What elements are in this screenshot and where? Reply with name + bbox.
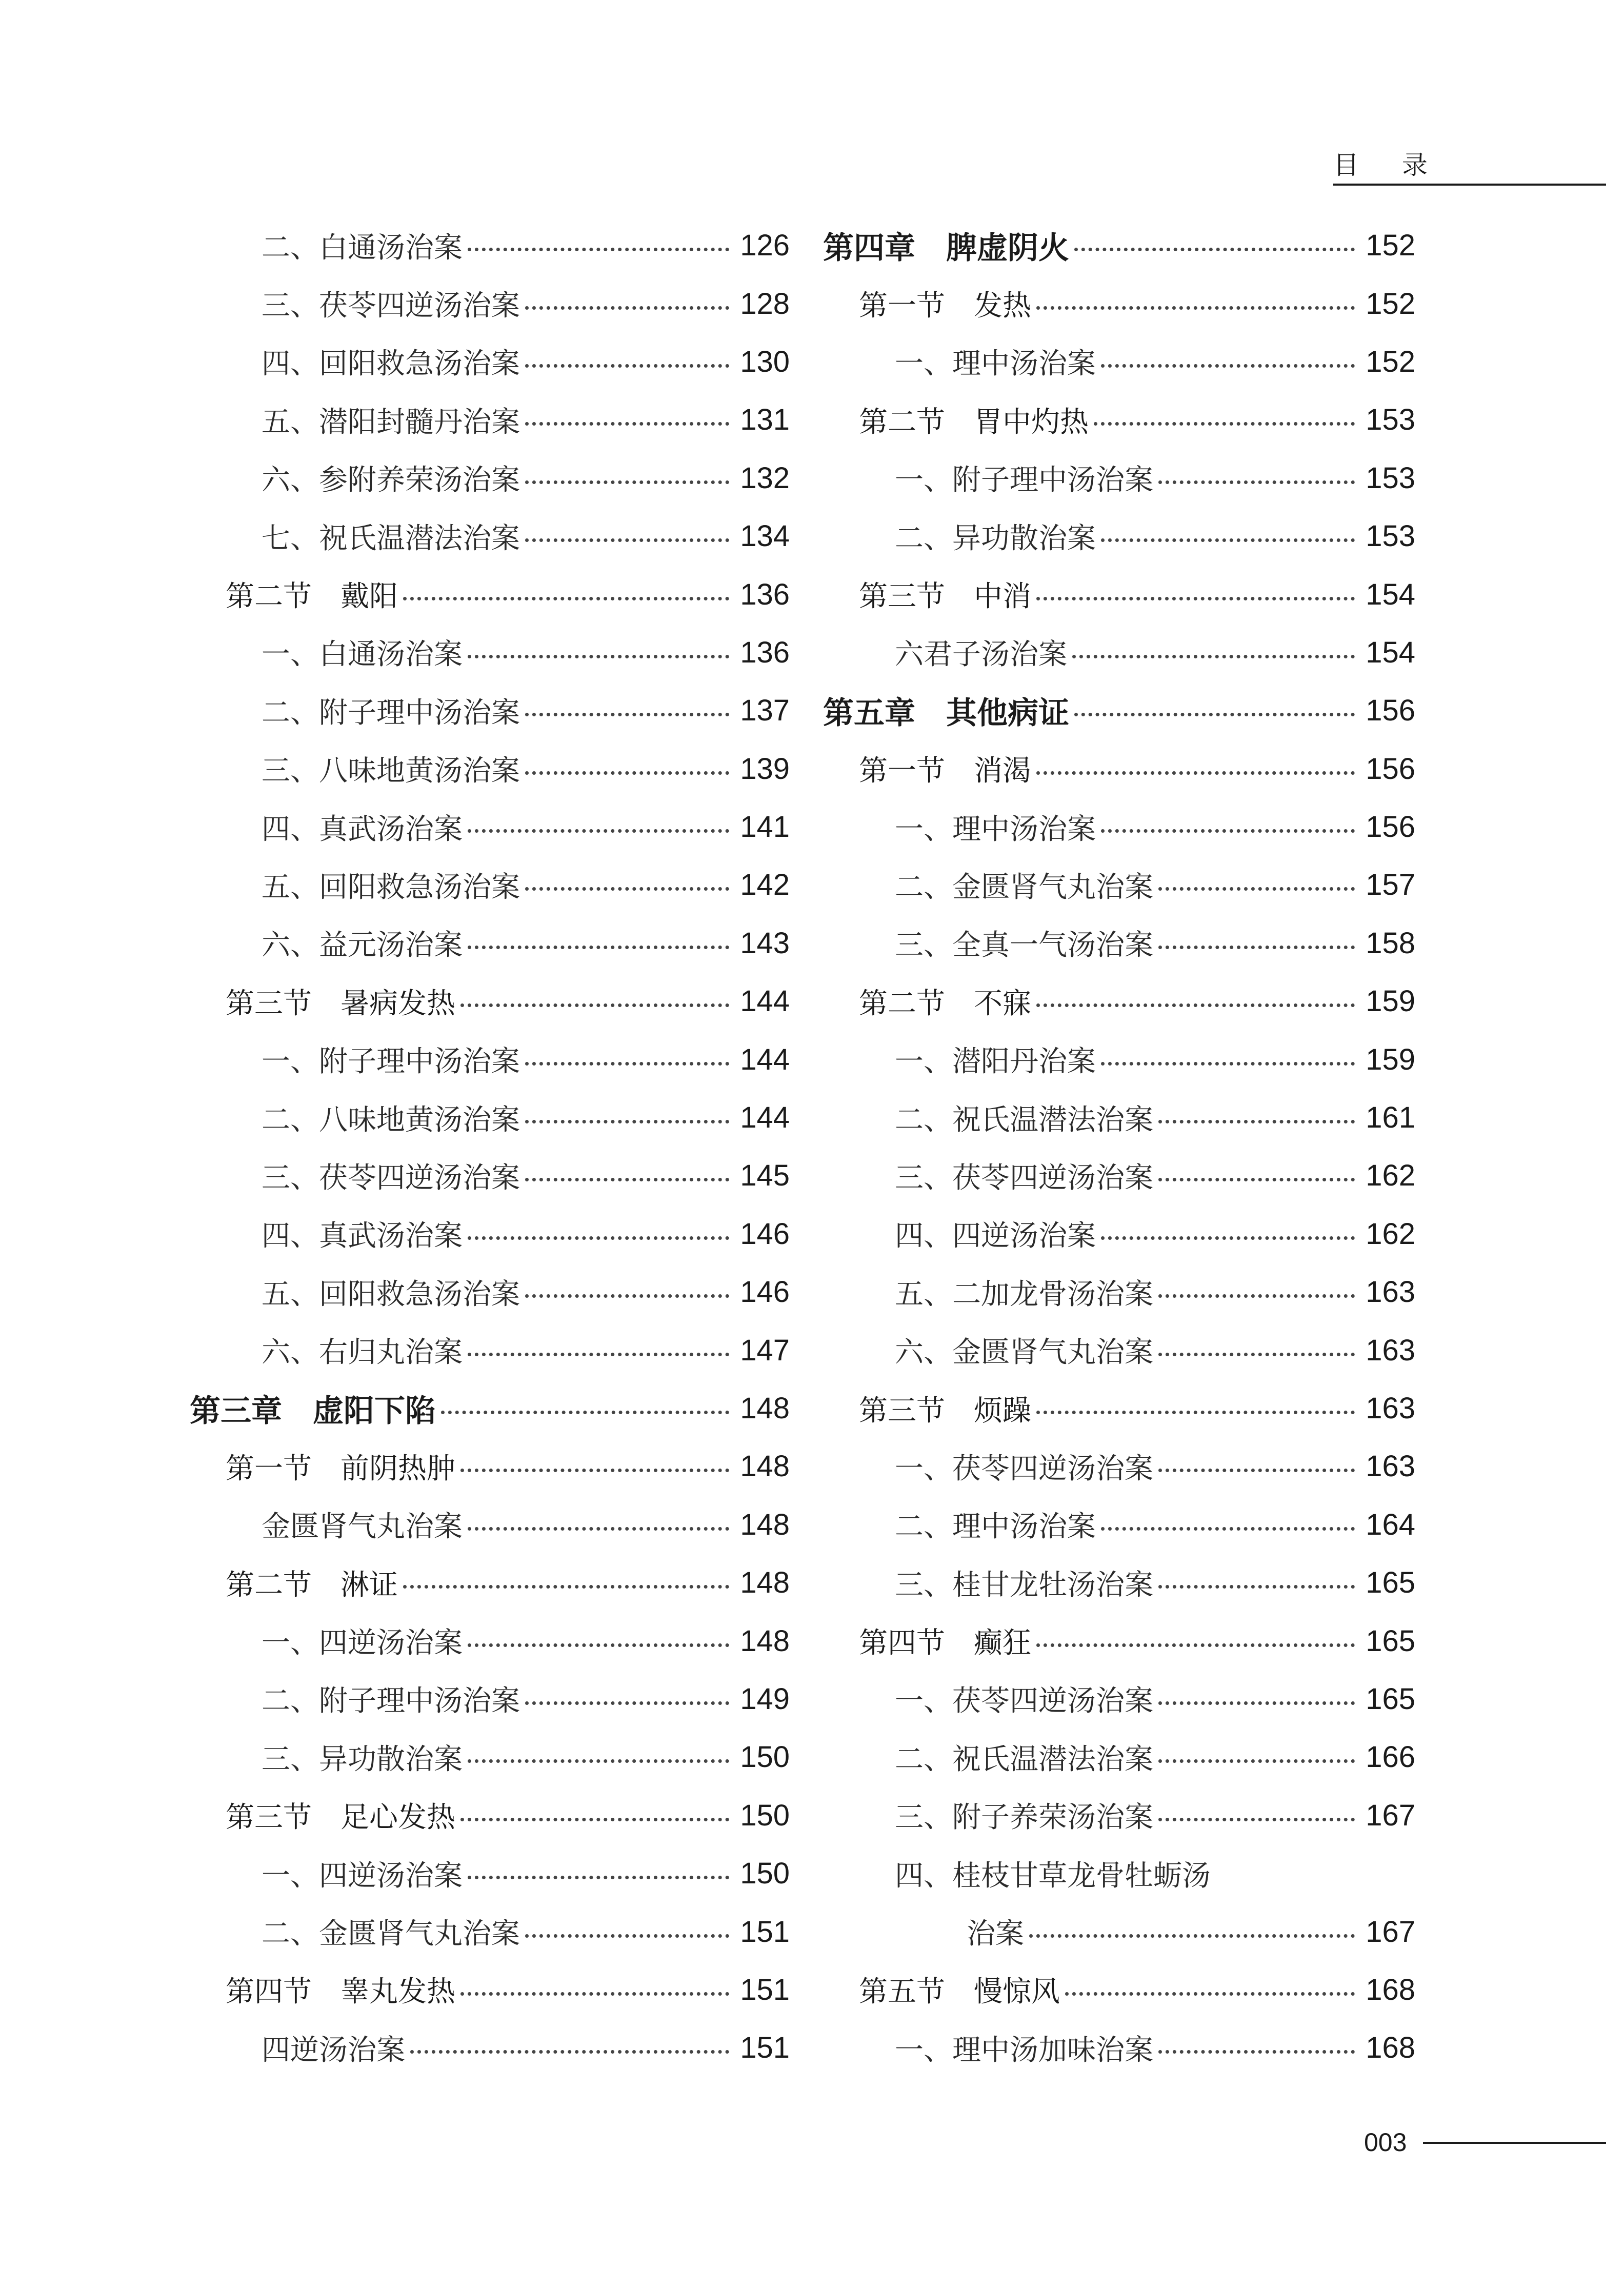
- toc-item-entry[interactable]: [190, 507, 790, 565]
- toc-page-number: 153: [1366, 461, 1415, 495]
- toc-item-title: 金匮肾气丸治案: [262, 1510, 463, 1544]
- toc-item-entry[interactable]: [190, 740, 790, 798]
- toc-section-title: 第二节 不寐: [859, 987, 1031, 1020]
- dot-leader: [525, 713, 729, 716]
- dot-leader: [1158, 480, 1355, 484]
- toc-item-entry[interactable]: [190, 1147, 790, 1204]
- toc-item-entry[interactable]: [190, 1612, 790, 1670]
- toc-item-title: 一、理中汤加味治案: [895, 2033, 1153, 2067]
- dot-leader: [468, 655, 729, 658]
- dot-leader: [1158, 1759, 1355, 1763]
- dot-leader: [1036, 1003, 1355, 1007]
- toc-page-number: 152: [1366, 287, 1415, 320]
- toc-page-number: 167: [1366, 1798, 1415, 1832]
- toc-page-number: 152: [1366, 345, 1415, 378]
- dot-leader: [1158, 887, 1355, 891]
- toc-item-title: 四、回阳救急汤治案: [262, 347, 520, 381]
- toc-page-number: 163: [1366, 1333, 1415, 1367]
- toc-section-entry[interactable]: [190, 565, 790, 623]
- toc-chapter-title: 第五章 其他病证: [823, 695, 1069, 731]
- toc-page-number: 146: [740, 1275, 790, 1309]
- dot-leader: [468, 248, 729, 251]
- toc-page-number: 149: [740, 1682, 790, 1716]
- toc-page-number: 148: [740, 1508, 790, 1541]
- toc-page-number: 168: [1366, 2031, 1415, 2065]
- toc-item-title: 三、桂甘龙牡汤治案: [895, 1568, 1153, 1602]
- dot-leader: [525, 1062, 729, 1066]
- toc-item-entry[interactable]: [823, 1205, 1415, 1263]
- toc-section-entry[interactable]: [823, 1961, 1415, 2019]
- dot-leader: [1101, 1062, 1355, 1066]
- toc-item-entry[interactable]: [823, 1030, 1415, 1088]
- dot-leader: [1094, 422, 1355, 426]
- toc-item-entry[interactable]: [823, 449, 1415, 507]
- toc-page-number: 136: [740, 635, 790, 669]
- toc-item-entry[interactable]: [823, 1496, 1415, 1554]
- toc-item-entry[interactable]: [823, 914, 1415, 972]
- toc-chapter-entry[interactable]: [823, 681, 1415, 739]
- dot-leader: [468, 1643, 729, 1647]
- toc-item-entry[interactable]: [190, 2019, 790, 2077]
- toc-page-number: 159: [1366, 1042, 1415, 1076]
- toc-item-title: 五、回阳救急汤治案: [262, 870, 520, 904]
- toc-section-entry[interactable]: [190, 1437, 790, 1495]
- toc-item-entry[interactable]: [823, 1670, 1415, 1728]
- toc-item-title: 二、异功散治案: [895, 521, 1096, 555]
- footer-rule: [1423, 2142, 1606, 2144]
- toc-page-number: 150: [740, 1798, 790, 1832]
- toc-page-number: 151: [740, 2031, 790, 2065]
- toc-section-entry[interactable]: [823, 391, 1415, 449]
- toc-item-title: 一、白通汤治案: [262, 638, 463, 672]
- header-rule: [1333, 184, 1606, 186]
- toc-page-number: 126: [740, 229, 790, 263]
- toc-page-number: 130: [740, 345, 790, 378]
- toc-item-entry[interactable]: [190, 681, 790, 739]
- dot-leader: [1074, 713, 1355, 716]
- page-header-title: 目 录: [1333, 150, 1445, 180]
- toc-section-entry[interactable]: [823, 972, 1415, 1030]
- toc-item-title: 三、茯苓四逆汤治案: [895, 1161, 1153, 1195]
- toc-item-entry[interactable]: [823, 333, 1415, 391]
- toc-chapter-title: 第三章 虚阳下陷: [190, 1393, 436, 1429]
- dot-leader: [460, 1003, 729, 1007]
- dot-leader: [1158, 1178, 1355, 1181]
- toc-item-title: 五、二加龙骨汤治案: [895, 1277, 1153, 1311]
- toc-item-title: 六、益元汤治案: [262, 929, 463, 962]
- toc-page-number: 141: [740, 810, 790, 844]
- toc-item-entry[interactable]: [190, 1205, 790, 1263]
- dot-leader: [468, 1236, 729, 1240]
- toc-page-number: 167: [1366, 1915, 1415, 1948]
- toc-chapter-entry[interactable]: [190, 1379, 790, 1437]
- toc-section-title: 第三节 暑病发热: [226, 987, 455, 1020]
- toc-page-number: 154: [1366, 577, 1415, 611]
- dot-leader: [525, 1120, 729, 1123]
- toc-item-title: 四、真武汤治案: [262, 1219, 463, 1253]
- toc-section-entry[interactable]: [823, 1612, 1415, 1670]
- toc-item-entry[interactable]: [190, 856, 790, 914]
- toc-item-title: 五、潜阳封髓丹治案: [262, 405, 520, 439]
- dot-leader: [525, 480, 729, 484]
- toc-section-entry[interactable]: [823, 740, 1415, 798]
- toc-page-number: 139: [740, 752, 790, 786]
- dot-leader: [1158, 1120, 1355, 1123]
- toc-item-entry[interactable]: [190, 798, 790, 856]
- dot-leader: [403, 1585, 729, 1589]
- toc-page-number: 163: [1366, 1275, 1415, 1309]
- toc-section-entry[interactable]: [190, 1786, 790, 1844]
- dot-leader: [1036, 1411, 1355, 1414]
- toc-item-entry[interactable]: [823, 1437, 1415, 1495]
- toc-page-number: 132: [740, 461, 790, 495]
- toc-section-entry[interactable]: [823, 1379, 1415, 1437]
- toc-item-entry[interactable]: [190, 449, 790, 507]
- toc-item-entry[interactable]: [190, 333, 790, 391]
- toc-item-entry[interactable]: [823, 1263, 1415, 1321]
- dot-leader: [525, 364, 729, 368]
- toc-item-title: 四逆汤治案: [262, 2033, 405, 2067]
- toc-item-entry[interactable]: [823, 798, 1415, 856]
- toc-item-title: 三、八味地黄汤治案: [262, 754, 520, 788]
- dot-leader: [468, 1353, 729, 1356]
- toc-item-title: 二、八味地黄汤治案: [262, 1103, 520, 1137]
- toc-item-title: 一、附子理中汤治案: [262, 1045, 520, 1079]
- toc-item-entry[interactable]: [823, 1321, 1415, 1379]
- dot-leader: [1036, 1643, 1355, 1647]
- toc-item-entry[interactable]: [823, 507, 1415, 565]
- toc-item-title: 一、附子理中汤治案: [895, 464, 1153, 497]
- toc-page-number: 144: [740, 1042, 790, 1076]
- toc-item-entry[interactable]: [190, 624, 790, 681]
- toc-item-entry[interactable]: [190, 1321, 790, 1379]
- toc-section-title: 第一节 发热: [859, 289, 1031, 323]
- toc-item-title: 一、茯苓四逆汤治案: [895, 1452, 1153, 1485]
- toc-item-entry[interactable]: [190, 1670, 790, 1728]
- toc-page-number: 165: [1366, 1624, 1415, 1658]
- toc-section-title: 第二节 胃中灼热: [859, 405, 1089, 439]
- toc-item-entry[interactable]: [823, 2019, 1415, 2077]
- toc-item-entry[interactable]: [190, 391, 790, 449]
- toc-item-title: 四、真武汤治案: [262, 812, 463, 846]
- toc-item-title: 二、理中汤治案: [895, 1510, 1096, 1544]
- toc-item-title: 四、桂枝甘草龙骨牡蛎汤: [895, 1859, 1211, 1893]
- dot-leader: [525, 1701, 729, 1705]
- toc-item-title: 三、茯苓四逆汤治案: [262, 289, 520, 323]
- toc-section-title: 第二节 淋证: [226, 1568, 398, 1602]
- dot-leader: [1158, 1353, 1355, 1356]
- toc-section-title: 第一节 前阴热肿: [226, 1452, 455, 1485]
- toc-section-entry[interactable]: [190, 1554, 790, 1612]
- toc-item-entry[interactable]: [190, 914, 790, 972]
- toc-item-title: 三、异功散治案: [262, 1742, 463, 1776]
- toc-section-title: 第五节 慢惊风: [859, 1975, 1060, 2009]
- dot-leader: [1158, 1294, 1355, 1298]
- toc-page-number: 156: [1366, 752, 1415, 786]
- toc-item-entry[interactable]: [823, 1147, 1415, 1204]
- toc-section-title: 第三节 足心发热: [226, 1801, 455, 1835]
- dot-leader: [525, 771, 729, 775]
- toc-item-entry[interactable]: [190, 1728, 790, 1786]
- toc-item-entry[interactable]: [823, 1786, 1415, 1844]
- dot-leader: [1101, 364, 1355, 368]
- toc-section-entry[interactable]: [823, 274, 1415, 332]
- toc-page-number: 164: [1366, 1508, 1415, 1541]
- toc-item-title: 治案: [967, 1917, 1024, 1951]
- toc-page-number: 156: [1366, 810, 1415, 844]
- toc-page-number: 148: [740, 1392, 790, 1425]
- toc-page-number: 128: [740, 287, 790, 320]
- toc-page-number: 150: [740, 1857, 790, 1891]
- toc-page-number: 131: [740, 403, 790, 437]
- toc-item-title: 四、四逆汤治案: [895, 1219, 1096, 1253]
- toc-page-number: 144: [740, 985, 790, 1018]
- toc-right-column: [823, 216, 1415, 2077]
- toc-item-entry[interactable]: [823, 1554, 1415, 1612]
- toc-section-title: 第四节 睾丸发热: [226, 1975, 455, 2009]
- toc-page-number: 137: [740, 694, 790, 728]
- dot-leader: [1074, 248, 1355, 251]
- toc-page-number: 165: [1366, 1566, 1415, 1600]
- dot-leader: [468, 946, 729, 949]
- toc-page-number: 147: [740, 1333, 790, 1367]
- toc-page-number: 148: [740, 1450, 790, 1483]
- toc-page-number: 158: [1366, 926, 1415, 960]
- toc-section-title: 第一节 消渴: [859, 754, 1031, 788]
- toc-page-number: 161: [1366, 1101, 1415, 1135]
- toc-section-entry[interactable]: [190, 1961, 790, 2019]
- toc-item-title: 六、右归丸治案: [262, 1336, 463, 1370]
- toc-page-number: 162: [1366, 1217, 1415, 1251]
- dot-leader: [468, 829, 729, 833]
- dot-leader: [525, 1934, 729, 1938]
- toc-item-title: 三、附子养荣汤治案: [895, 1801, 1153, 1835]
- toc-item-title: 二、祝氏温潜法治案: [895, 1103, 1153, 1137]
- toc-page-number: 148: [740, 1624, 790, 1658]
- dot-leader: [1158, 2050, 1355, 2054]
- dot-leader: [1158, 1701, 1355, 1705]
- toc-page-number: 145: [740, 1159, 790, 1193]
- dot-leader: [460, 1818, 729, 1821]
- dot-leader: [410, 2050, 729, 2054]
- toc-page-number: 151: [740, 1973, 790, 2006]
- dot-leader: [1158, 1585, 1355, 1589]
- dot-leader: [441, 1411, 729, 1414]
- toc-page-number: 163: [1366, 1392, 1415, 1425]
- toc-left-column: [190, 216, 790, 2077]
- dot-leader: [1158, 1818, 1355, 1821]
- toc-page-number: 166: [1366, 1740, 1415, 1774]
- toc-section-title: 第三节 烦躁: [859, 1394, 1031, 1428]
- dot-leader: [1101, 538, 1355, 542]
- dot-leader: [1158, 1469, 1355, 1472]
- toc-item-entry[interactable]: [190, 274, 790, 332]
- page-number: 003: [1364, 2128, 1407, 2157]
- dot-leader: [525, 422, 729, 426]
- toc-item-entry[interactable]: [190, 1496, 790, 1554]
- toc-page-number: 144: [740, 1101, 790, 1135]
- toc-page-number: 165: [1366, 1682, 1415, 1716]
- dot-leader: [525, 306, 729, 310]
- dot-leader: [1072, 655, 1355, 658]
- dot-leader: [525, 538, 729, 542]
- toc-item-title: 一、理中汤治案: [895, 347, 1096, 381]
- toc-item-title: 二、附子理中汤治案: [262, 1684, 520, 1718]
- dot-leader: [525, 1178, 729, 1181]
- toc-section-entry[interactable]: [823, 565, 1415, 623]
- toc-page-number: 163: [1366, 1450, 1415, 1483]
- toc-item-title: 二、金匮肾气丸治案: [262, 1917, 520, 1951]
- toc-page-number: 152: [1366, 229, 1415, 263]
- dot-leader: [525, 887, 729, 891]
- dot-leader: [403, 597, 729, 600]
- toc-item-title: 五、回阳救急汤治案: [262, 1277, 520, 1311]
- toc-page-number: 146: [740, 1217, 790, 1251]
- dot-leader: [468, 1876, 729, 1879]
- dot-leader: [460, 1992, 729, 1996]
- dot-leader: [1065, 1992, 1355, 1996]
- toc-item-entry[interactable]: [190, 1902, 790, 1960]
- toc-item-title: 二、金匮肾气丸治案: [895, 870, 1153, 904]
- toc-item-title: 二、白通汤治案: [262, 231, 463, 265]
- toc-item-title: 一、茯苓四逆汤治案: [895, 1684, 1153, 1718]
- dot-leader: [460, 1469, 729, 1472]
- toc-page-number: 150: [740, 1740, 790, 1774]
- dot-leader: [468, 1759, 729, 1763]
- toc-item-entry[interactable]: [823, 856, 1415, 914]
- toc-page-number: 143: [740, 926, 790, 960]
- toc-item-title: 一、理中汤治案: [895, 812, 1096, 846]
- toc-item-entry[interactable]: [190, 1030, 790, 1088]
- dot-leader: [1029, 1934, 1355, 1938]
- toc-item-title: 六、参附养荣汤治案: [262, 464, 520, 497]
- toc-item-title: 三、茯苓四逆汤治案: [262, 1161, 520, 1195]
- toc-page-number: 162: [1366, 1159, 1415, 1193]
- toc-item-title: 二、附子理中汤治案: [262, 696, 520, 730]
- toc-section-entry[interactable]: [190, 972, 790, 1030]
- toc-item-title: 一、潜阳丹治案: [895, 1045, 1096, 1079]
- toc-page-number: 153: [1366, 519, 1415, 553]
- toc-page-number: 159: [1366, 985, 1415, 1018]
- toc-item-entry[interactable]: [190, 1263, 790, 1321]
- toc-item-title: 六、金匮肾气丸治案: [895, 1336, 1153, 1370]
- dot-leader: [1101, 1527, 1355, 1531]
- dot-leader: [1036, 597, 1355, 600]
- toc-item-title: 一、四逆汤治案: [262, 1626, 463, 1660]
- toc-item-title: 二、祝氏温潜法治案: [895, 1742, 1153, 1776]
- toc-item-entry[interactable]: [823, 1089, 1415, 1147]
- toc-page-number: 156: [1366, 694, 1415, 728]
- toc-page-number: 151: [740, 1915, 790, 1948]
- toc-item-entry[interactable]: [823, 1844, 1415, 1902]
- toc-item-title: 一、四逆汤治案: [262, 1859, 463, 1893]
- toc-page-number: 148: [740, 1566, 790, 1600]
- toc-item-title: 三、全真一气汤治案: [895, 929, 1153, 962]
- toc-chapter-title: 第四章 脾虚阴火: [823, 230, 1069, 266]
- dot-leader: [1036, 771, 1355, 775]
- toc-page-number: 154: [1366, 635, 1415, 669]
- toc-section-title: 第四节 癫狂: [859, 1626, 1031, 1660]
- toc-page-number: 134: [740, 519, 790, 553]
- toc-item-title: 六君子汤治案: [895, 638, 1067, 672]
- toc-item-title: 七、祝氏温潜法治案: [262, 521, 520, 555]
- toc-section-title: 第二节 戴阳: [226, 580, 398, 614]
- toc-item-entry[interactable]: [823, 1728, 1415, 1786]
- dot-leader: [1158, 946, 1355, 949]
- toc-item-entry[interactable]: [190, 216, 790, 274]
- toc-page-number: 168: [1366, 1973, 1415, 2006]
- dot-leader: [1036, 306, 1355, 310]
- toc-section-title: 第三节 中消: [859, 580, 1031, 614]
- toc-item-entry[interactable]: [190, 1089, 790, 1147]
- dot-leader: [468, 1527, 729, 1531]
- toc-page-number: 142: [740, 868, 790, 902]
- dot-leader: [1101, 829, 1355, 833]
- dot-leader: [525, 1294, 729, 1298]
- toc-page-number: 153: [1366, 403, 1415, 437]
- toc-item-entry[interactable]: [823, 1902, 1415, 1960]
- dot-leader: [1101, 1236, 1355, 1240]
- toc-chapter-entry[interactable]: [823, 216, 1415, 274]
- toc-page-number: 157: [1366, 868, 1415, 902]
- toc-page-number: 136: [740, 577, 790, 611]
- toc-item-entry[interactable]: [823, 624, 1415, 681]
- toc-item-entry[interactable]: [190, 1844, 790, 1902]
